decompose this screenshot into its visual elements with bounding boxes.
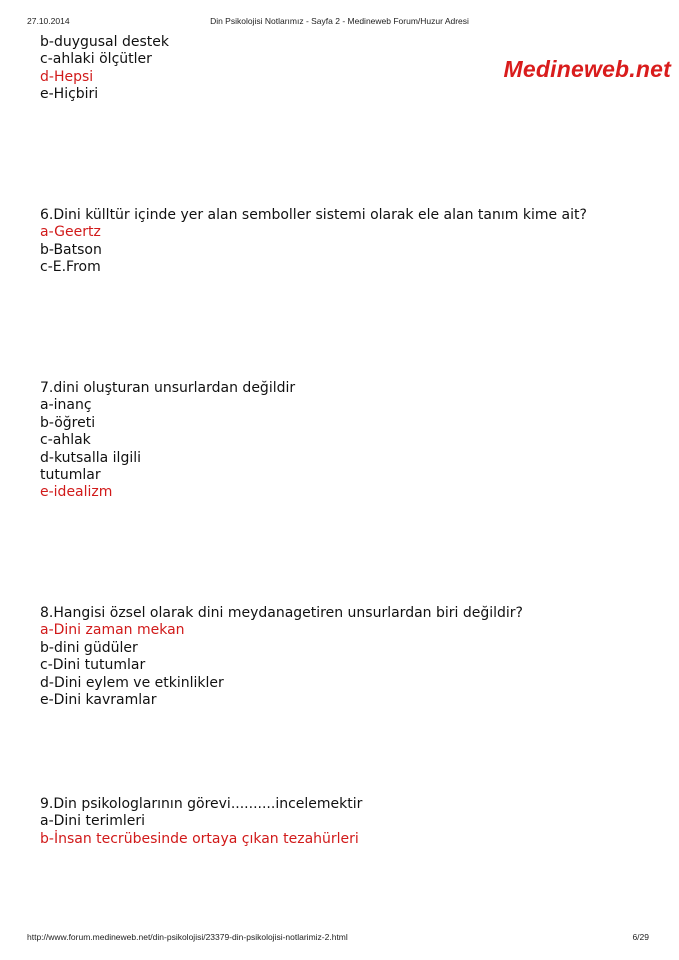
- option-correct-answer: a-Geertz: [40, 224, 101, 241]
- question-8: [40, 605, 523, 709]
- option: c-ahlak: [40, 432, 91, 449]
- header-page-title: Din Psikolojisi Notlarımız - Sayfa 2 - Medineweb Forum/Huzur Adresi: [210, 16, 469, 26]
- option: c-ahlaki ölçütler: [40, 51, 152, 68]
- option: b-Batson: [40, 241, 102, 258]
- option: a-Dini terimleri: [40, 813, 146, 830]
- option-correct-answer: d-Hepsi: [40, 68, 94, 85]
- option: d-kutsalla ilgili: [40, 449, 141, 466]
- header-date: 27.10.2014: [27, 16, 70, 26]
- question-6: [40, 207, 587, 277]
- question-text: 8.Hangisi özsel olarak dini meydanagetiren unsurlardan biri değildir?: [40, 605, 523, 621]
- option: b-öğreti: [40, 414, 96, 431]
- question-text: 9.Din psikologlarının görevi..........incelemektir: [40, 796, 363, 812]
- option-correct-answer: b-İnsan tecrübesinde ortaya çıkan tezahürleri: [40, 830, 359, 847]
- option-correct-answer: a-Dini zaman mekan: [40, 622, 185, 639]
- option: b-dini güdüler: [40, 639, 138, 656]
- option: d-Dini eylem ve etkinlikler: [40, 674, 224, 691]
- option: b-duygusal destek: [40, 34, 169, 50]
- question-text: 6.Dini külltür içinde yer alan semboller sistemi olarak ele alan tanım kime ait?: [40, 207, 587, 223]
- prev-question-options: [40, 34, 169, 104]
- option-correct-answer: e-idealizm: [40, 484, 113, 501]
- option: tutumlar: [40, 467, 101, 484]
- option: e-Dini kavramlar: [40, 692, 157, 709]
- footer-page-number: 6/29: [632, 932, 649, 942]
- option: a-inanç: [40, 397, 92, 414]
- question-9: [40, 796, 362, 848]
- option: c-Dini tutumlar: [40, 657, 146, 674]
- option: e-Hiçbiri: [40, 86, 99, 103]
- question-7: [40, 380, 295, 502]
- option: c-E.From: [40, 259, 101, 276]
- brand-logo-text: Medineweb.net: [503, 56, 671, 82]
- footer-url: http://www.forum.medineweb.net/din-psikolojisi/23379-din-psikolojisi-notlarimiz-2.html: [27, 932, 348, 942]
- question-text: 7.dini oluşturan unsurlardan değildir: [40, 380, 296, 396]
